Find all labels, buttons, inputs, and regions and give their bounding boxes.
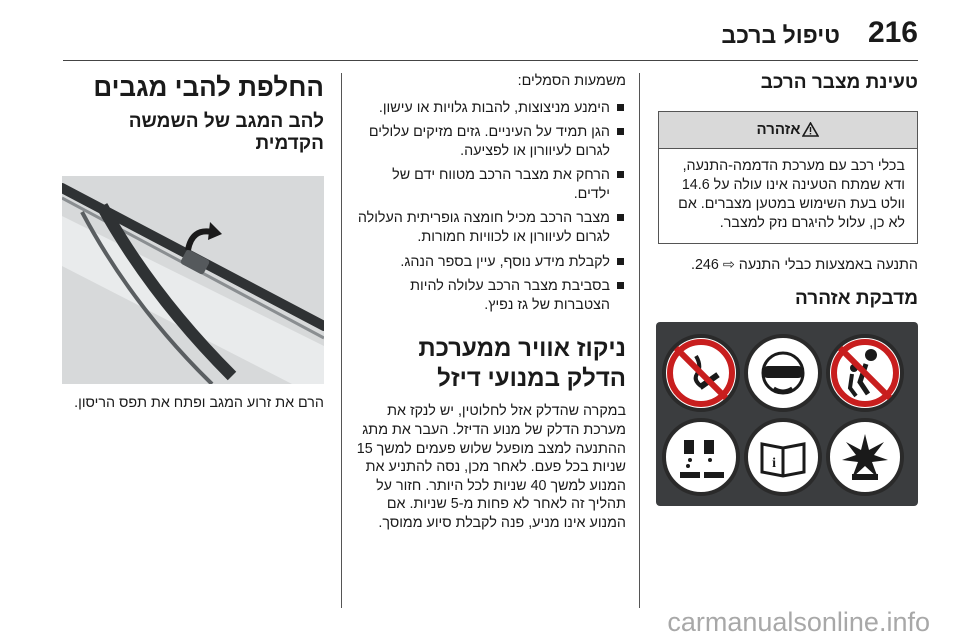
label-title: מדבקת אזהרה (795, 288, 918, 310)
symbols-meaning-title: משמעות הסמלים: (517, 73, 626, 89)
warning-box (658, 111, 918, 244)
page-number: 216 (867, 16, 918, 49)
watermark: carmanualsonline.info (667, 607, 930, 637)
left-column (58, 72, 324, 419)
cross-reference: התנעה באמצעות כבלי התנעה ⇨ 246. (691, 256, 918, 273)
keep-away-children-icon (826, 334, 904, 412)
chapter-title: טיפול ברכב (721, 22, 840, 48)
warning-triangle-icon (802, 122, 819, 137)
warning-label-image (656, 322, 918, 506)
corrosive-acid-icon (662, 418, 740, 496)
list-item: מצבר הרכב מכיל חומצה גופריתית העלולה לגרום לעיוורון או לכוויות חמורות. (354, 209, 626, 246)
wiper-blade-photo (62, 176, 324, 384)
list-item: הרחק את מצבר הרכב מטווח ידם של ילדים. (354, 166, 626, 203)
section-title-battery-charging: טעינת מצבר הרכב (760, 72, 918, 93)
list-item: לקבלת מידע נוסף, עיין בספר הנהג. (354, 253, 626, 272)
page-reference-icon: ⇨ (718, 256, 735, 273)
middle-column (354, 72, 626, 538)
warning-text: בכלי רכב עם מערכת הדממה-התנעה, ודא שמתח הטעינה אינו עולה על 14.6 וולט בעת השימוש במטען מצברים. אם לא כן, עלול להיגרם נזק למצבר. (678, 157, 905, 231)
header-rule (63, 60, 918, 61)
warning-header (659, 112, 917, 149)
right-column (656, 72, 918, 506)
list-item: הגן תמיד על העיניים. גזים מזיקים עלולים לגרום לעיוורון או לפציעה. (354, 123, 626, 160)
photo-caption: הרם את זרוע המגב ופתח את תפס הריסון. (74, 395, 324, 412)
page-header (0, 14, 960, 54)
list-item: הימנע מניצוצות, להבות גלויות או עישון. (354, 99, 626, 118)
column-divider-left (341, 73, 342, 608)
diesel-bleeding-text: במקרה שהדלק אזל לחלוטין, יש לנקז את מערכת הדלק של מנוע הדיזל. העבר את מתג ההתנעה למצב מופעל שלוש פעמים למשך 15 שניות בכל פעם. לאחר מכן, נסה להתניע את המנוע למשך 40 שניות לכל היותר. חזור על תהליך זה לאחר לא פחות מ-5 שניות. אם המנוע אינו מניע, פנה לקבלת סיוע ממוסך. (356, 403, 626, 531)
svg-text:i: i (772, 456, 776, 472)
symbols-meaning-list (354, 99, 626, 315)
column-divider-right (639, 73, 640, 608)
explosive-gas-icon (826, 418, 904, 496)
read-manual-icon (744, 418, 822, 496)
section-title-wiper-blades: החלפת להבי מגבים (93, 72, 324, 102)
cross-reference-text: התנעה באמצעות כבלי התנעה (734, 256, 918, 273)
eye-protection-icon (744, 334, 822, 412)
list-item: בסביבת מצבר הרכב עלולה להיות הצטברות של גז נפיץ. (354, 277, 626, 314)
section-title-diesel-bleeding: ניקוז אוויר ממערכת הדלק במנועי דיזל (418, 335, 626, 393)
warning-label: אזהרה (756, 120, 801, 138)
no-smoking-flame-icon (662, 334, 740, 412)
subtitle-windscreen-wiper: להב המגב של השמשה הקדמית (128, 110, 324, 155)
cross-reference-page: 246 (694, 256, 719, 273)
